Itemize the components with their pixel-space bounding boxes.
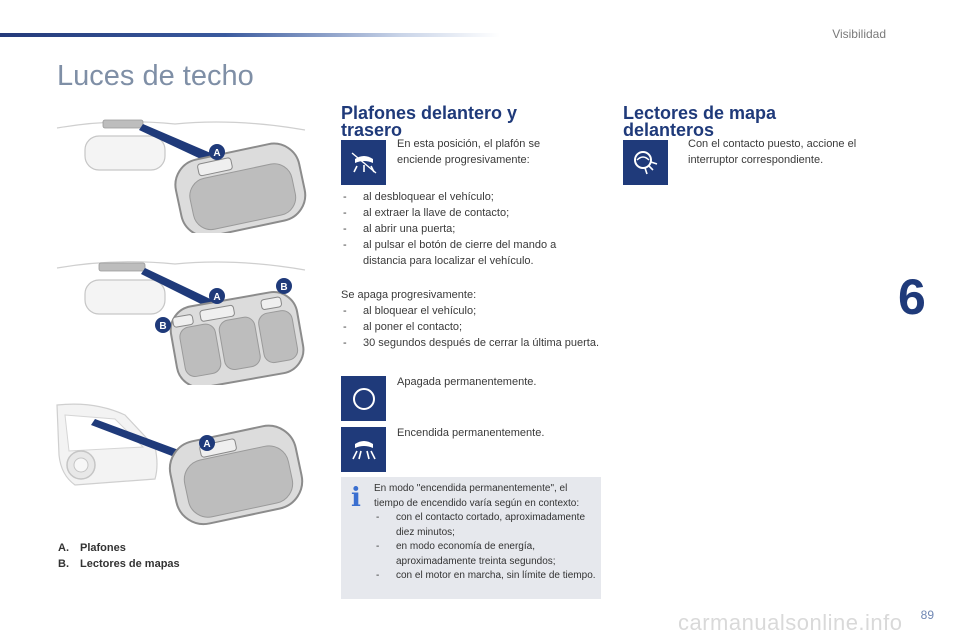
map-reading-light-icon [631,148,661,178]
auto-mode-icon-box [341,140,386,185]
list-item: - al extraer la llave de contacto; [341,205,591,221]
legend-item: B. Lectores de mapas [58,558,180,570]
list-item: - al abrir una puerta; [341,221,591,237]
callout-a-label: A [213,292,221,303]
lectores-text: Con el contacto puesto, accione el interruptor correspondiente. [688,138,857,166]
front-dome-light-illustration [55,108,310,233]
off-conditions-list [341,303,601,351]
map-light-icon-box [623,140,668,185]
list-item: - al poner el contacto; [341,319,601,335]
auto-mode-text: En esta posición, el plafón se enciende progresivamente: [397,138,541,166]
plafones-title: Plafones delantero y trasero [341,103,518,140]
section-label: Visibilidad [832,27,886,41]
list-item: - con el motor en marcha, sin límite de tiempo. [374,569,598,584]
door-light-icon [349,151,379,175]
on-conditions-list [341,189,591,269]
list-item: - en modo economía de energía, aproximadamente treinta segundos; [374,540,598,569]
callout-a-label: A [213,148,221,159]
list-item: - al desbloquear el vehículo; [341,189,591,205]
front-map-light-illustration [55,250,310,385]
callout-a-label: A [203,439,211,450]
callout-b-label: B [159,321,167,332]
note-intro: En modo "encendida permanentemente", el tiempo de encendido varía según en contexto: [374,483,580,509]
list-item: - al pulsar el botón de cierre del mando a distancia para localizar el vehículo. [341,237,591,269]
light-on-icon [349,438,379,462]
list-item: - con el contacto cortado, aproximadamente diez minutos; [374,511,598,540]
note-list [374,511,598,584]
off-intro-text: Se apaga progresivamente: [341,289,477,301]
off-mode-icon-box [341,376,386,421]
on-mode-icon-box [341,427,386,472]
list-item: - 30 segundos después de cerrar la última puerta. [341,335,601,351]
callout-b-label: B [280,282,288,293]
list-item: - al bloquear el vehículo; [341,303,601,319]
info-note [341,477,601,599]
legend-item: A. Plafones [58,542,126,554]
rear-dome-light-illustration [55,395,310,530]
off-mode-text: Apagada permanentemente. [397,376,537,388]
on-mode-text: Encendida permanentemente. [397,427,545,439]
page-title: Luces de techo [57,60,254,92]
header-accent-bar [0,33,500,37]
page-number: 89 [920,608,934,622]
chapter-number: 6 [898,269,926,325]
watermark: carmanualsonline.info [678,610,903,635]
circle-off-icon [350,385,378,413]
info-icon: i [351,483,361,513]
illustration-legend [58,540,180,572]
lectores-title: Lectores de mapa delanteros [623,103,777,140]
